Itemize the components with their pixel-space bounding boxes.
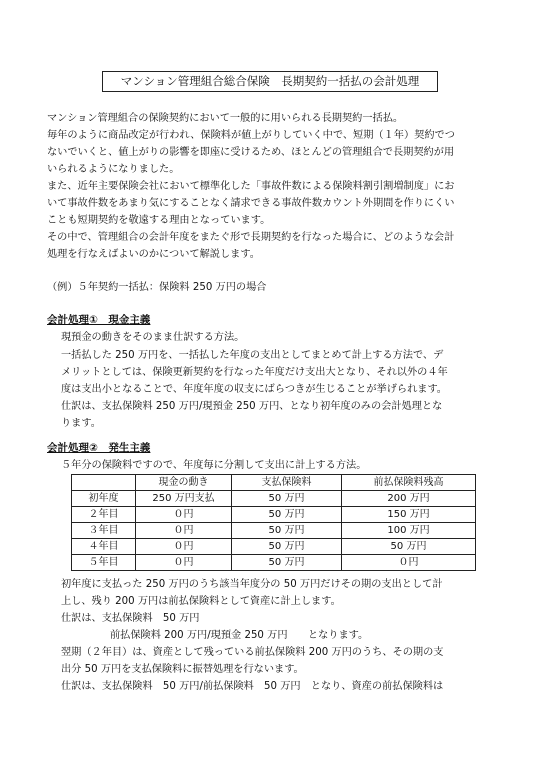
table-cell: 初年度 bbox=[72, 491, 136, 507]
table-cell: 50 万円 bbox=[232, 539, 342, 555]
table-cell: 200 万円 bbox=[342, 491, 476, 507]
table-cell: ０円 bbox=[136, 539, 232, 555]
method2-line: 前払保険料 200 万円/現預金 250 万円 となります。 bbox=[110, 630, 369, 641]
method1-line: 現預金の動きをそのまま仕訳する方法。 bbox=[61, 332, 245, 343]
table-cell: 150 万円 bbox=[342, 507, 476, 523]
table-cell: 100 万円 bbox=[342, 523, 476, 539]
table-row bbox=[72, 523, 476, 539]
table-cell: ５年目 bbox=[72, 555, 136, 571]
intro-line: その中で、管理組合の会計年度をまたぐ形で長期契約を行なった場合に、どのような会計 bbox=[47, 232, 455, 243]
table-row bbox=[72, 555, 476, 571]
method2-line: 出分 50 万円を支払保険料に振替処理を行ないます。 bbox=[61, 664, 304, 675]
table-row bbox=[72, 539, 476, 555]
table-row bbox=[72, 491, 476, 507]
table-header-cell: 支払保険料 bbox=[232, 475, 342, 491]
table-cell: 50 万円 bbox=[232, 491, 342, 507]
table-header-cell: 前払保険料残高 bbox=[342, 475, 476, 491]
method1-line: メリットとしては、保険更新契約を行なった年度だけ支出大となり、それ以外の４年 bbox=[61, 367, 448, 378]
page-title: マンション管理組合総合保険 長期契約一括払の会計処理 bbox=[102, 71, 438, 92]
intro-line: また、近年主要保険会社において標準化した「事故件数による保険料割引割増制度」にお bbox=[47, 181, 455, 192]
table-cell: 50 万円 bbox=[232, 507, 342, 523]
premium-schedule-table bbox=[71, 474, 476, 571]
table-cell: ０円 bbox=[136, 507, 232, 523]
intro-line: ないでいくと、値上がりの影響を即座に受けるため、ほとんどの管理組合で長期契約が用 bbox=[47, 147, 455, 158]
table-header-row bbox=[72, 475, 476, 491]
method2-intro: ５年分の保険料ですので、年度毎に分割して支出に計上する方法。 bbox=[61, 460, 367, 471]
intro-line: いて事故件数をあまり気にすることなく請求できる事故件数カウント外期間を作りにくい bbox=[47, 198, 455, 209]
table-cell: 250 万円支払 bbox=[136, 491, 232, 507]
method2-line: 仕訳は、支払保険料 50 万円/前払保険料 50 万円 となり、資産の前払保険料は bbox=[61, 681, 444, 692]
intro-line: 処理を行なえばよいのかについて解説します。 bbox=[47, 249, 260, 260]
method2-line: 上し、残り 200 万円は前払保険料として資産に計上します。 bbox=[61, 596, 341, 607]
table-row bbox=[72, 507, 476, 523]
method1-line: 一括払した 250 万円を、一括払した年度の支出としてまとめて計上する方法で、デ bbox=[61, 350, 444, 361]
table-cell: ４年目 bbox=[72, 539, 136, 555]
table-cell: ０円 bbox=[342, 555, 476, 571]
table-cell: ３年目 bbox=[72, 523, 136, 539]
table-cell: 50 万円 bbox=[232, 555, 342, 571]
method1-line: ります。 bbox=[61, 418, 101, 429]
method1-line: 仕訳は、支払保険料 250 万円/現預金 250 万円、となり初年度のみの会計処理とな bbox=[61, 401, 443, 412]
method2-heading: 会計処理② 発生主義 bbox=[47, 442, 151, 454]
method2-line: 初年度に支払った 250 万円のうち該当年度分の 50 万円だけその期の支出として計 bbox=[61, 579, 443, 590]
method2-line: 翌期（２年目）は、資産として残っている前払保険料 200 万円のうち、その期の支 bbox=[61, 647, 444, 658]
table-cell: ０円 bbox=[136, 523, 232, 539]
table-header-cell: 現金の動き bbox=[136, 475, 232, 491]
method1-heading: 会計処理① 現金主義 bbox=[47, 314, 151, 326]
example-line: （例）５年契約一括払：保険料 250 万円の場合 bbox=[47, 282, 267, 293]
table-header-cell bbox=[72, 475, 136, 491]
table-cell: ０円 bbox=[136, 555, 232, 571]
intro-line: ことも短期契約を敬遠する理由となっています。 bbox=[47, 215, 271, 226]
method2-line: 仕訳は、支払保険料 50 万円 bbox=[61, 613, 200, 624]
intro-line: 毎年のように商品改定が行われ、保険料が値上がりしていく中で、短期（１年）契約でつ bbox=[47, 130, 455, 141]
table-cell: 50 万円 bbox=[342, 539, 476, 555]
intro-line: いられるようになりました。 bbox=[47, 164, 180, 175]
table-cell: 50 万円 bbox=[232, 523, 342, 539]
intro-line: マンション管理組合の保険契約において一般的に用いられる長期契約一括払。 bbox=[47, 113, 404, 124]
method1-line: 度は支出小となることで、年度年度の収支にばらつきが生じることが挙げられます。 bbox=[61, 384, 447, 395]
table-cell: ２年目 bbox=[72, 507, 136, 523]
